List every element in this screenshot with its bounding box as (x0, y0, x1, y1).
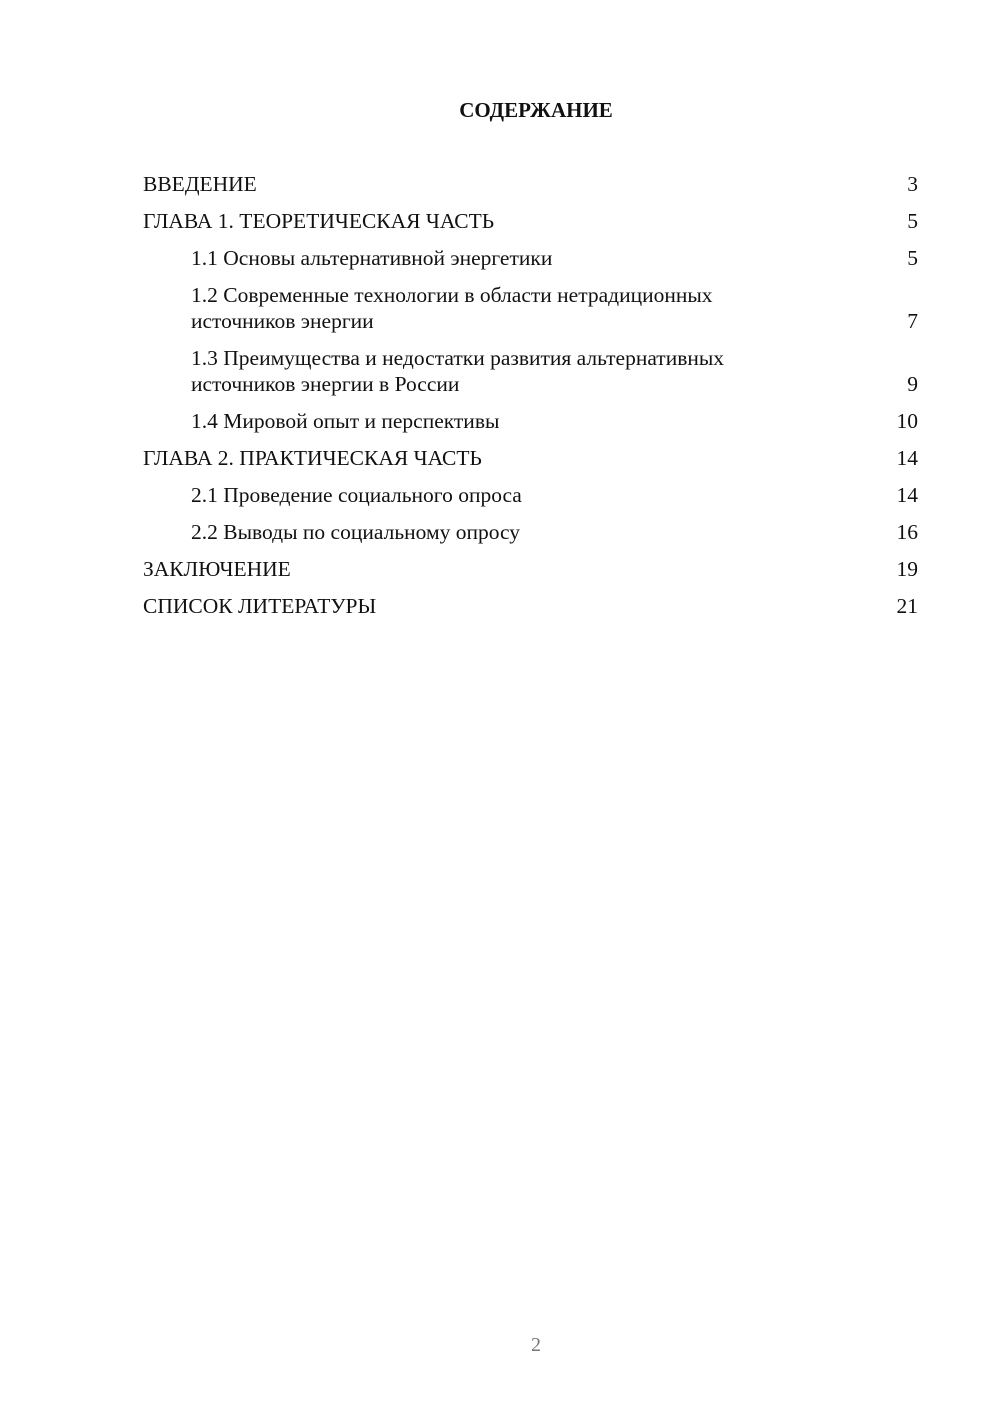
table-of-contents (143, 171, 918, 630)
toc-entry-title: 1.2 Современные технологии в области нетрадиционных источников энергии (191, 283, 713, 333)
toc-entry-title: ГЛАВА 1. ТЕОРЕТИЧЕСКАЯ ЧАСТЬ (143, 209, 495, 233)
page-number: 2 (531, 1334, 541, 1356)
toc-entry-title: 1.4 Мировой опыт и перспективы (191, 409, 500, 433)
toc-entry-page: 14 (896, 446, 918, 470)
toc-entry-page: 3 (907, 172, 918, 196)
toc-entry-1-4 (143, 408, 918, 434)
toc-entry-title: 2.2 Выводы по социальному опросу (191, 520, 521, 544)
page-title: СОДЕРЖАНИЕ (459, 98, 613, 122)
toc-entry-chapter-1 (143, 208, 918, 234)
toc-entry-introduction (143, 171, 918, 197)
toc-entry-1-2 (143, 282, 918, 334)
toc-entry-title: СПИСОК ЛИТЕРАТУРЫ (143, 594, 377, 618)
toc-entry-2-1 (143, 482, 918, 508)
toc-entry-page: 7 (907, 309, 918, 333)
toc-entry-page: 5 (907, 246, 918, 270)
toc-entry-page: 16 (896, 520, 918, 544)
toc-entry-1-3 (143, 345, 918, 397)
toc-entry-title: 1.1 Основы альтернативной энергетики (191, 246, 553, 270)
toc-entry-title: ЗАКЛЮЧЕНИЕ (143, 557, 291, 581)
toc-entry-title: ГЛАВА 2. ПРАКТИЧЕСКАЯ ЧАСТЬ (143, 446, 482, 470)
toc-entry-title: 2.1 Проведение социального опроса (191, 483, 522, 507)
toc-entry-page: 21 (896, 594, 918, 618)
toc-entry-page: 5 (907, 209, 918, 233)
toc-entry-1-1 (143, 245, 918, 271)
toc-entry-page: 10 (896, 409, 918, 433)
toc-entry-page: 9 (907, 372, 918, 396)
toc-entry-title: 1.3 Преимущества и недостатки развития альтернативных источников энергии в России (191, 346, 725, 396)
toc-entry-conclusion (143, 556, 918, 582)
toc-entry-references (143, 593, 918, 619)
toc-entry-chapter-2 (143, 445, 918, 471)
toc-entry-page: 14 (896, 483, 918, 507)
toc-entry-2-2 (143, 519, 918, 545)
toc-entry-page: 19 (896, 557, 918, 581)
toc-entry-title: ВВЕДЕНИЕ (143, 172, 257, 196)
